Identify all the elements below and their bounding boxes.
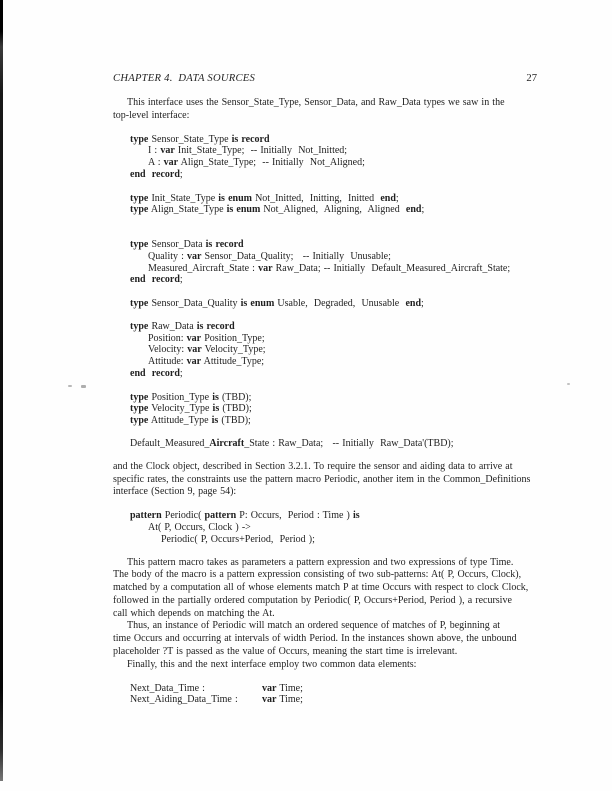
code-text: Align_State_Type; -- Initially Not_Aligned; [178,157,365,169]
code-line [130,251,537,263]
code-text: Measured_Aircraft_State : [148,262,259,274]
code-text: A : [148,157,164,169]
code-text: (TBD); [218,391,252,403]
code-blank-line [130,286,537,298]
code-keyword: end [405,204,422,216]
code-keyword: is [352,510,360,522]
code-line [130,321,537,333]
paragraph-line: This pattern macro takes as parameters a pattern expression and two expressions of type Time. [127,556,514,568]
code-keyword: var [262,682,277,694]
code-block [130,510,537,545]
code-keyword: is [196,320,204,332]
code-keyword: type [130,403,149,415]
code-line [130,333,537,345]
code-line [130,438,537,450]
code-keyword: enum [250,297,275,309]
paragraph-line: top-level interface: [113,109,190,121]
code-keyword: end [130,168,146,180]
code-keyword: record [151,274,180,286]
code-keyword: type [130,204,149,216]
code-line [130,683,537,695]
code-text: Next_Data_Time : [130,682,205,694]
code-text: Usable, Degraded, Unusable [274,297,406,309]
code-text: I : [148,145,161,157]
code-keyword: record [206,320,235,332]
code-line [130,392,537,404]
paragraph-line: specific rates, the constraints use the pattern macro Periodic, another item in the Common_Definitions [113,473,531,485]
code-line [130,239,537,251]
code-block [130,683,537,707]
code-keyword: var [160,145,175,157]
code-text: Time; [276,682,303,694]
code-text: Position_Type; [201,332,265,344]
code-blank-line [130,227,537,239]
paragraph-line: Thus, an instance of Periodic will match an ordered sequence of matches of P, beginning at [127,620,501,632]
paragraph-line: Finally, this and the next interface employ two common data elements: [127,658,417,670]
code-keyword: enum [228,192,252,204]
code-keyword: var [187,344,202,356]
code-keyword: pattern [130,510,162,522]
paragraph-line: This interface uses the Sensor_State_Type, Sensor_Data, and Raw_Data types we saw in the [127,97,505,108]
code-text: Next_Aiding_Data_Time : [130,694,238,706]
code-text: ; [421,297,424,309]
code-text: ; [395,192,399,204]
code-keyword: end [405,297,421,309]
code-line [130,534,537,546]
code-text: Attitude_Type [148,415,212,427]
paragraph-line: followed in the partially ordered computation by Periodic( P, Occurs+Period, Period ), a recursive [113,594,512,606]
code-block [130,134,537,217]
scan-speck [68,385,72,387]
code-text: Raw_Data [148,320,197,332]
code-keyword: type [130,238,149,250]
code-text: Init_State_Type [148,192,219,204]
code-keyword: end [380,192,396,204]
code-text: ; [179,274,183,286]
code-keyword: type [130,320,149,332]
code-keyword: record [241,133,270,145]
code-text: Sensor_Data_Quality; -- Initially Unusable; [201,250,391,262]
paragraph-line: time Occurs and occurring at intervals of width Period. In the instances shown above, the unbound [113,633,517,645]
code-text: ; [179,168,183,180]
code-line [130,356,537,368]
code-text: Position: [148,332,187,344]
code-text: Velocity: [148,344,188,356]
code-keyword: var [186,250,202,262]
code-keyword: var [186,332,202,344]
running-header [113,72,537,85]
code-line [130,134,537,146]
paragraph-line: and the Clock object, described in Section 3.2.1. To require the sensor and aiding data to arrive at [113,460,513,472]
code-text: Periodic( [161,510,205,522]
code-block [130,438,537,450]
scan-speck [81,385,86,388]
paragraph-line: call which depends on matching the At. [113,607,275,619]
code-line [130,403,537,415]
code-keyword: is [211,415,219,427]
code-line [130,145,537,157]
code-line [130,415,537,427]
code-keyword: is [226,204,234,216]
code-line [130,694,537,706]
code-line [130,204,537,216]
code-text: Sensor_Data [148,238,206,250]
code-text: Attitude: [148,356,187,368]
code-keyword: type [130,192,149,204]
code-keyword: var [186,356,202,368]
code-text: Align_State_Type [148,204,227,216]
code-text: ; [421,204,425,216]
code-keyword: enum [236,204,261,216]
code-line [130,298,537,310]
code-keyword: end [130,274,146,286]
chapter-title: CHAPTER 4. DATA SOURCES [113,73,256,84]
code-line [130,522,537,534]
code-text: Position_Type [148,391,213,403]
code-line [130,344,537,356]
code-text: Velocity_Type [148,403,213,415]
code-keyword: type [130,133,149,145]
code-line [130,510,537,522]
code-text: Quality : [148,250,187,262]
code-blank-line [130,181,537,193]
code-text: _State : Raw_Data; -- Initially Raw_Data'(TBD); [244,437,454,449]
code-text: Not_Initted, Initting, Initted [251,192,381,204]
code-line [130,274,537,286]
code-text: P: Occurs, Period : Time ) [236,510,353,522]
code-text: (TBD); [219,403,252,415]
code-text: Time; [276,694,303,706]
code-keyword: type [130,391,149,403]
code-keyword: record [151,367,180,379]
scan-edge-artifact [0,0,3,781]
code-text: Attitude_Type; [201,356,265,368]
paragraph-line: The body of the macro is a pattern expression consisting of two sub-patterns: At( P, Occurs, Clock), [113,569,522,581]
code-keyword: Aircraft [209,437,245,449]
code-keyword: type [130,297,149,309]
code-keyword: var [262,694,277,706]
document-body [113,97,537,706]
code-keyword: is [218,192,225,204]
code-text: (TBD); [218,415,251,427]
code-text: Sensor_Data_Quality [148,297,241,309]
paragraph [113,97,537,123]
code-keyword: is [240,297,248,309]
code-line [130,193,537,205]
code-keyword: is [212,391,219,403]
paragraph [113,461,537,499]
paragraph [113,557,537,672]
page-number: 27 [526,73,537,84]
code-block [130,227,537,310]
code-text: At( P, Occurs, Clock ) -> [148,521,251,533]
code-keyword: record [215,238,244,250]
code-text: Not_Aligned, Aligning, Aligned [260,204,406,216]
paragraph-line: interface (Section 9, page 54): [113,486,237,498]
code-line [130,157,537,169]
code-line [130,368,537,380]
page-content [113,72,537,706]
code-keyword: is [212,403,220,415]
code-blank-line [130,380,537,392]
code-line [130,263,537,275]
code-keyword: record [151,168,180,180]
code-text: Velocity_Type; [201,344,266,356]
code-keyword: is [231,133,239,145]
code-keyword: var [258,262,273,274]
code-line [130,169,537,181]
code-keyword: is [205,238,213,250]
paragraph-line: placeholder ?T is passed as the value of Occurs, meaning the start time is irrelevant. [113,646,458,658]
code-text: Default_Measured_ [130,437,210,449]
code-text: ; [179,367,183,379]
code-keyword: pattern [204,510,237,522]
paragraph-line: matched by a computation all of whose elements match P at time Occurs with respect to clock Clock, [113,582,529,594]
code-text: Sensor_State_Type [148,133,232,145]
code-keyword: type [130,415,149,427]
code-keyword: var [163,157,179,169]
code-text: Raw_Data; -- Initially Default_Measured_Aircraft_State; [272,262,511,274]
code-keyword: end [130,367,146,379]
scan-speck [567,383,570,385]
code-text: Periodic( P, Occurs+Period, Period ); [161,533,315,545]
code-block [130,321,537,427]
code-text: Init_State_Type; -- Initially Not_Initted; [174,145,348,157]
